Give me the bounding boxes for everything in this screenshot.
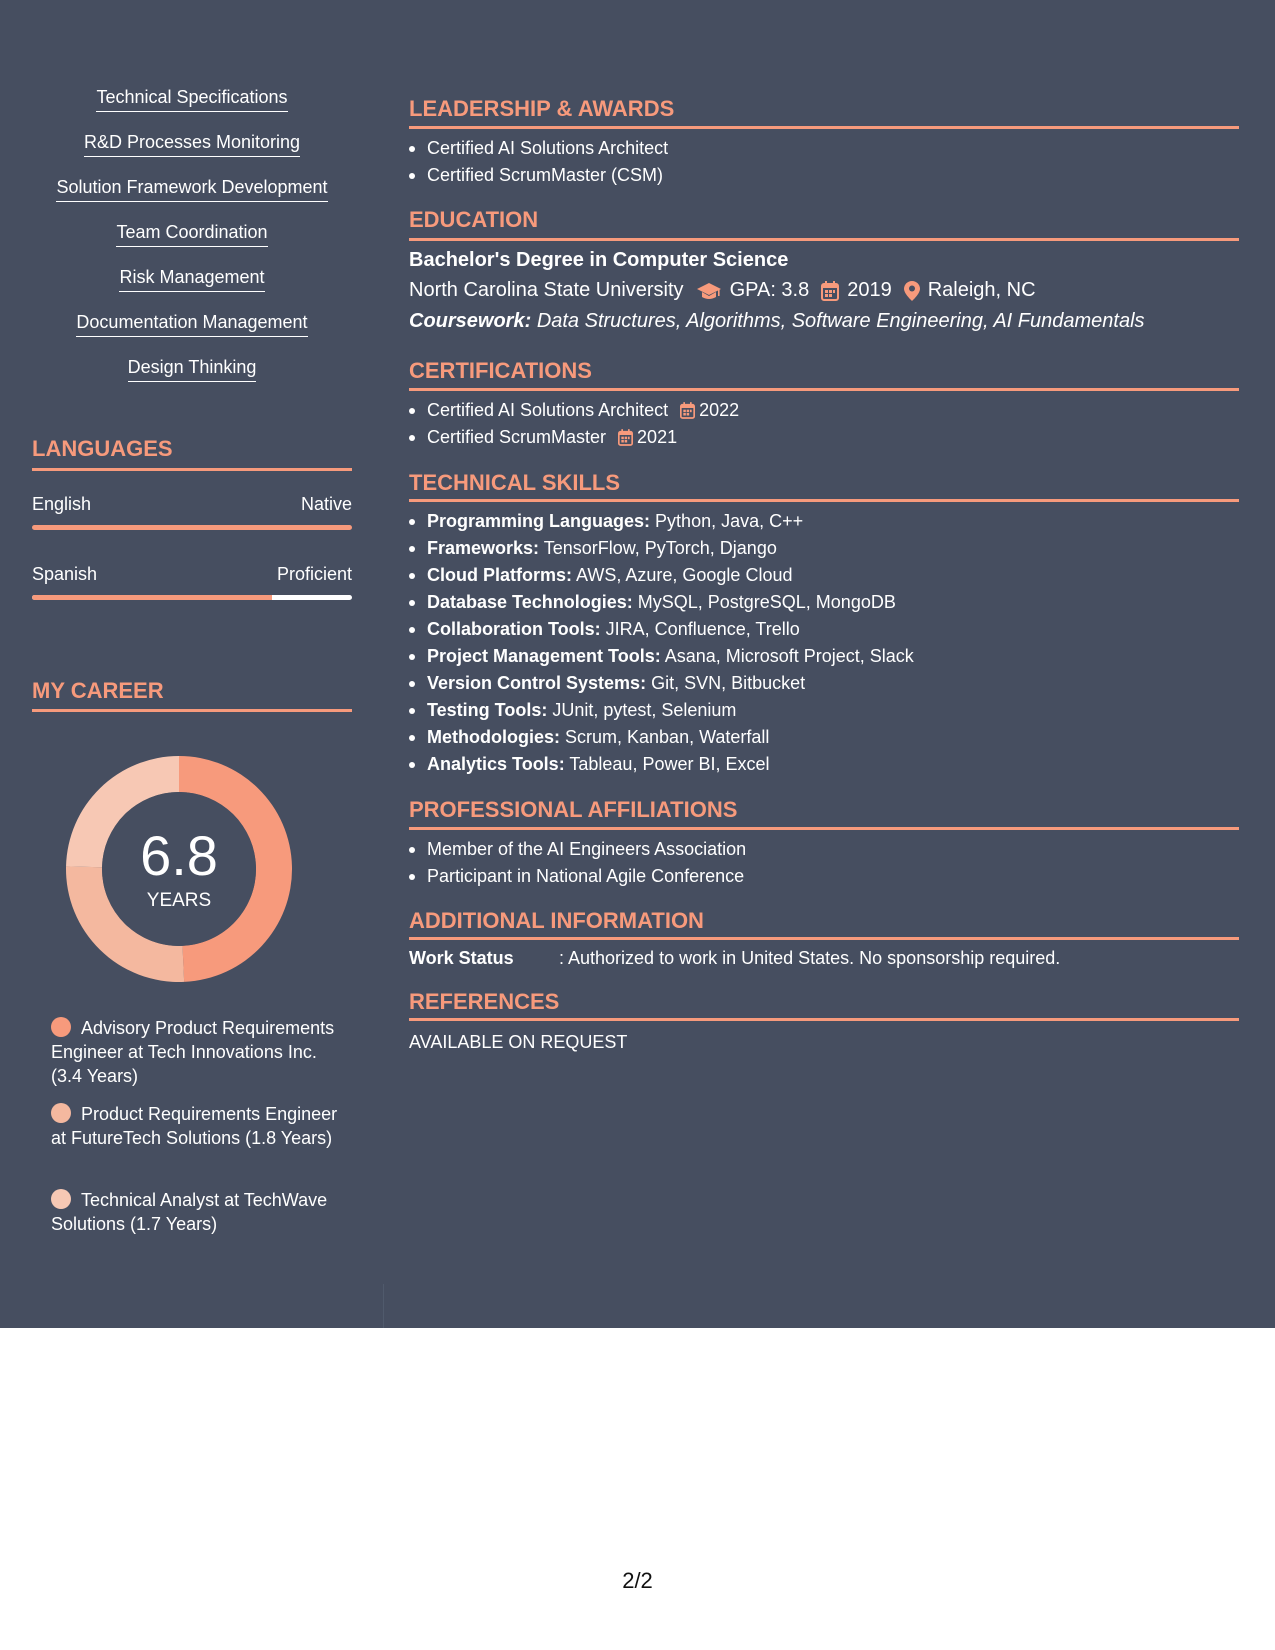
skill-item: R&D Processes Monitoring: [32, 131, 352, 176]
column-divider: [383, 1284, 384, 1328]
language-row-spanish: [32, 564, 352, 585]
calendar-icon: [680, 402, 695, 419]
skill-label: Collaboration Tools:: [427, 619, 601, 639]
leadership-title: LEADERSHIP & AWARDS: [409, 96, 675, 121]
work-status: [409, 948, 1060, 969]
skill-value: TensorFlow, PyTorch, Django: [543, 538, 777, 558]
additional-info-title: ADDITIONAL INFORMATION: [409, 908, 704, 933]
skill-value: JIRA, Confluence, Trello: [605, 619, 800, 639]
skill-label: Database Technologies:: [427, 592, 633, 612]
career-legend-item: Product Requirements Engineer at FutureTech Solutions (1.8 Years): [51, 1104, 338, 1148]
language-name: Spanish: [32, 564, 98, 584]
language-name: English: [32, 494, 92, 514]
references-text: AVAILABLE ON REQUEST: [409, 1032, 628, 1052]
skill-row: [409, 751, 914, 778]
skill-label: Cloud Platforms:: [427, 565, 573, 585]
graduation-cap-icon: [696, 281, 722, 301]
affiliations-title: PROFESSIONAL AFFILIATIONS: [409, 797, 738, 822]
skill-item: Team Coordination: [32, 221, 352, 266]
language-row-english: [32, 494, 352, 515]
leadership-rule: [409, 126, 1239, 129]
education-degree: Bachelor's Degree in Computer Science: [409, 249, 789, 271]
career-donut-chart: [66, 756, 292, 982]
skill-value: AWS, Azure, Google Cloud: [576, 565, 793, 585]
list-item: Certified ScrumMaster 2021: [409, 424, 739, 451]
list-item: Certified AI Solutions Architect 2022: [409, 397, 739, 424]
skill-label: Frameworks:: [427, 538, 540, 558]
education-location: Raleigh, NC: [927, 279, 1036, 301]
languages-title: LANGUAGES: [32, 436, 173, 461]
list-item: Participant in National Agile Conference: [409, 863, 746, 890]
work-status-value: : Authorized to work in United States. No sponsorship required.: [559, 948, 1061, 968]
leadership-list: [409, 135, 668, 189]
certifications-list: [409, 397, 739, 451]
calendar-icon: [821, 281, 839, 301]
skill-value: JUnit, pytest, Selenium: [552, 700, 737, 720]
education-title: EDUCATION: [409, 207, 539, 232]
skill-row: [409, 589, 914, 616]
skill-value: Scrum, Kanban, Waterfall: [565, 727, 770, 747]
language-bar-spanish: [32, 595, 352, 600]
list-item: Certified AI Solutions Architect: [409, 135, 668, 162]
skill-item: Solution Framework Development: [32, 176, 352, 221]
skill-value: MySQL, PostgreSQL, MongoDB: [637, 592, 896, 612]
career-legend-item: Advisory Product Requirements Engineer at Tech Innovations Inc. (3.4 Years): [51, 1018, 335, 1086]
list-item: Certified ScrumMaster (CSM): [409, 162, 668, 189]
skill-row: [409, 508, 914, 535]
affiliations-rule: [409, 827, 1239, 830]
education-rule: [409, 238, 1239, 241]
legend-dot-icon: [51, 1017, 71, 1037]
language-level: Native: [300, 494, 352, 514]
skill-label: Analytics Tools:: [427, 754, 565, 774]
list-item: Member of the AI Engineers Association: [409, 836, 746, 863]
skill-row: [409, 535, 914, 562]
coursework-value: Data Structures, Algorithms, Software Engineering, AI Fundamentals: [536, 310, 1145, 332]
certifications-rule: [409, 388, 1239, 391]
language-bar-fill: [32, 525, 352, 530]
education-school: North Carolina State University: [409, 279, 684, 301]
calendar-icon: [618, 429, 633, 446]
skill-label: Testing Tools:: [427, 700, 548, 720]
technical-skills-title: TECHNICAL SKILLS: [409, 470, 621, 495]
education-details: [409, 279, 1036, 302]
additional-info-rule: [409, 937, 1239, 940]
skill-item: Technical Specifications: [32, 86, 352, 131]
languages-rule: [32, 468, 352, 471]
skill-row: [409, 616, 914, 643]
affiliations-list: [409, 836, 746, 890]
legend-dot-icon: [51, 1189, 71, 1209]
career-rule: [32, 709, 352, 712]
technical-skills-rule: [409, 499, 1239, 502]
references-rule: [409, 1018, 1239, 1021]
career-legend-item: Technical Analyst at TechWave Solutions (1.7 Years): [51, 1190, 328, 1234]
career-title: MY CAREER: [32, 678, 164, 703]
skill-label: Programming Languages:: [427, 511, 651, 531]
skill-item: Design Thinking: [32, 356, 352, 401]
skills-list: [32, 86, 352, 401]
skill-item: Risk Management: [32, 266, 352, 311]
career-total-value: 6.8: [140, 824, 218, 887]
skill-row: [409, 562, 914, 589]
skill-label: Version Control Systems:: [427, 673, 647, 693]
skill-row: [409, 697, 914, 724]
skill-value: Git, SVN, Bitbucket: [651, 673, 806, 693]
coursework-label: Coursework:: [409, 310, 532, 332]
language-bar-english: [32, 525, 352, 530]
technical-skills-list: [409, 508, 914, 778]
language-level: Proficient: [276, 564, 352, 584]
skill-label: Project Management Tools:: [427, 646, 661, 666]
skill-label: Methodologies:: [427, 727, 560, 747]
skill-row: [409, 670, 914, 697]
skill-row: [409, 643, 914, 670]
location-pin-icon: [904, 281, 920, 301]
career-total-unit: YEARS: [146, 890, 212, 911]
skill-value: Python, Java, C++: [655, 511, 804, 531]
references-title: REFERENCES: [409, 989, 560, 1014]
skill-row: [409, 724, 914, 751]
education-gpa: GPA: 3.8: [729, 279, 810, 301]
skill-item: Documentation Management: [32, 311, 352, 356]
education-year: 2019: [847, 279, 892, 301]
skill-value: Asana, Microsoft Project, Slack: [664, 646, 914, 666]
language-bar-fill: [32, 595, 272, 600]
certifications-title: CERTIFICATIONS: [409, 358, 592, 383]
legend-dot-icon: [51, 1103, 71, 1123]
education-coursework: [409, 310, 1145, 333]
page-number: 2/2: [622, 1568, 653, 1593]
skill-value: Tableau, Power BI, Excel: [569, 754, 770, 774]
work-status-label: Work Status: [409, 948, 514, 968]
